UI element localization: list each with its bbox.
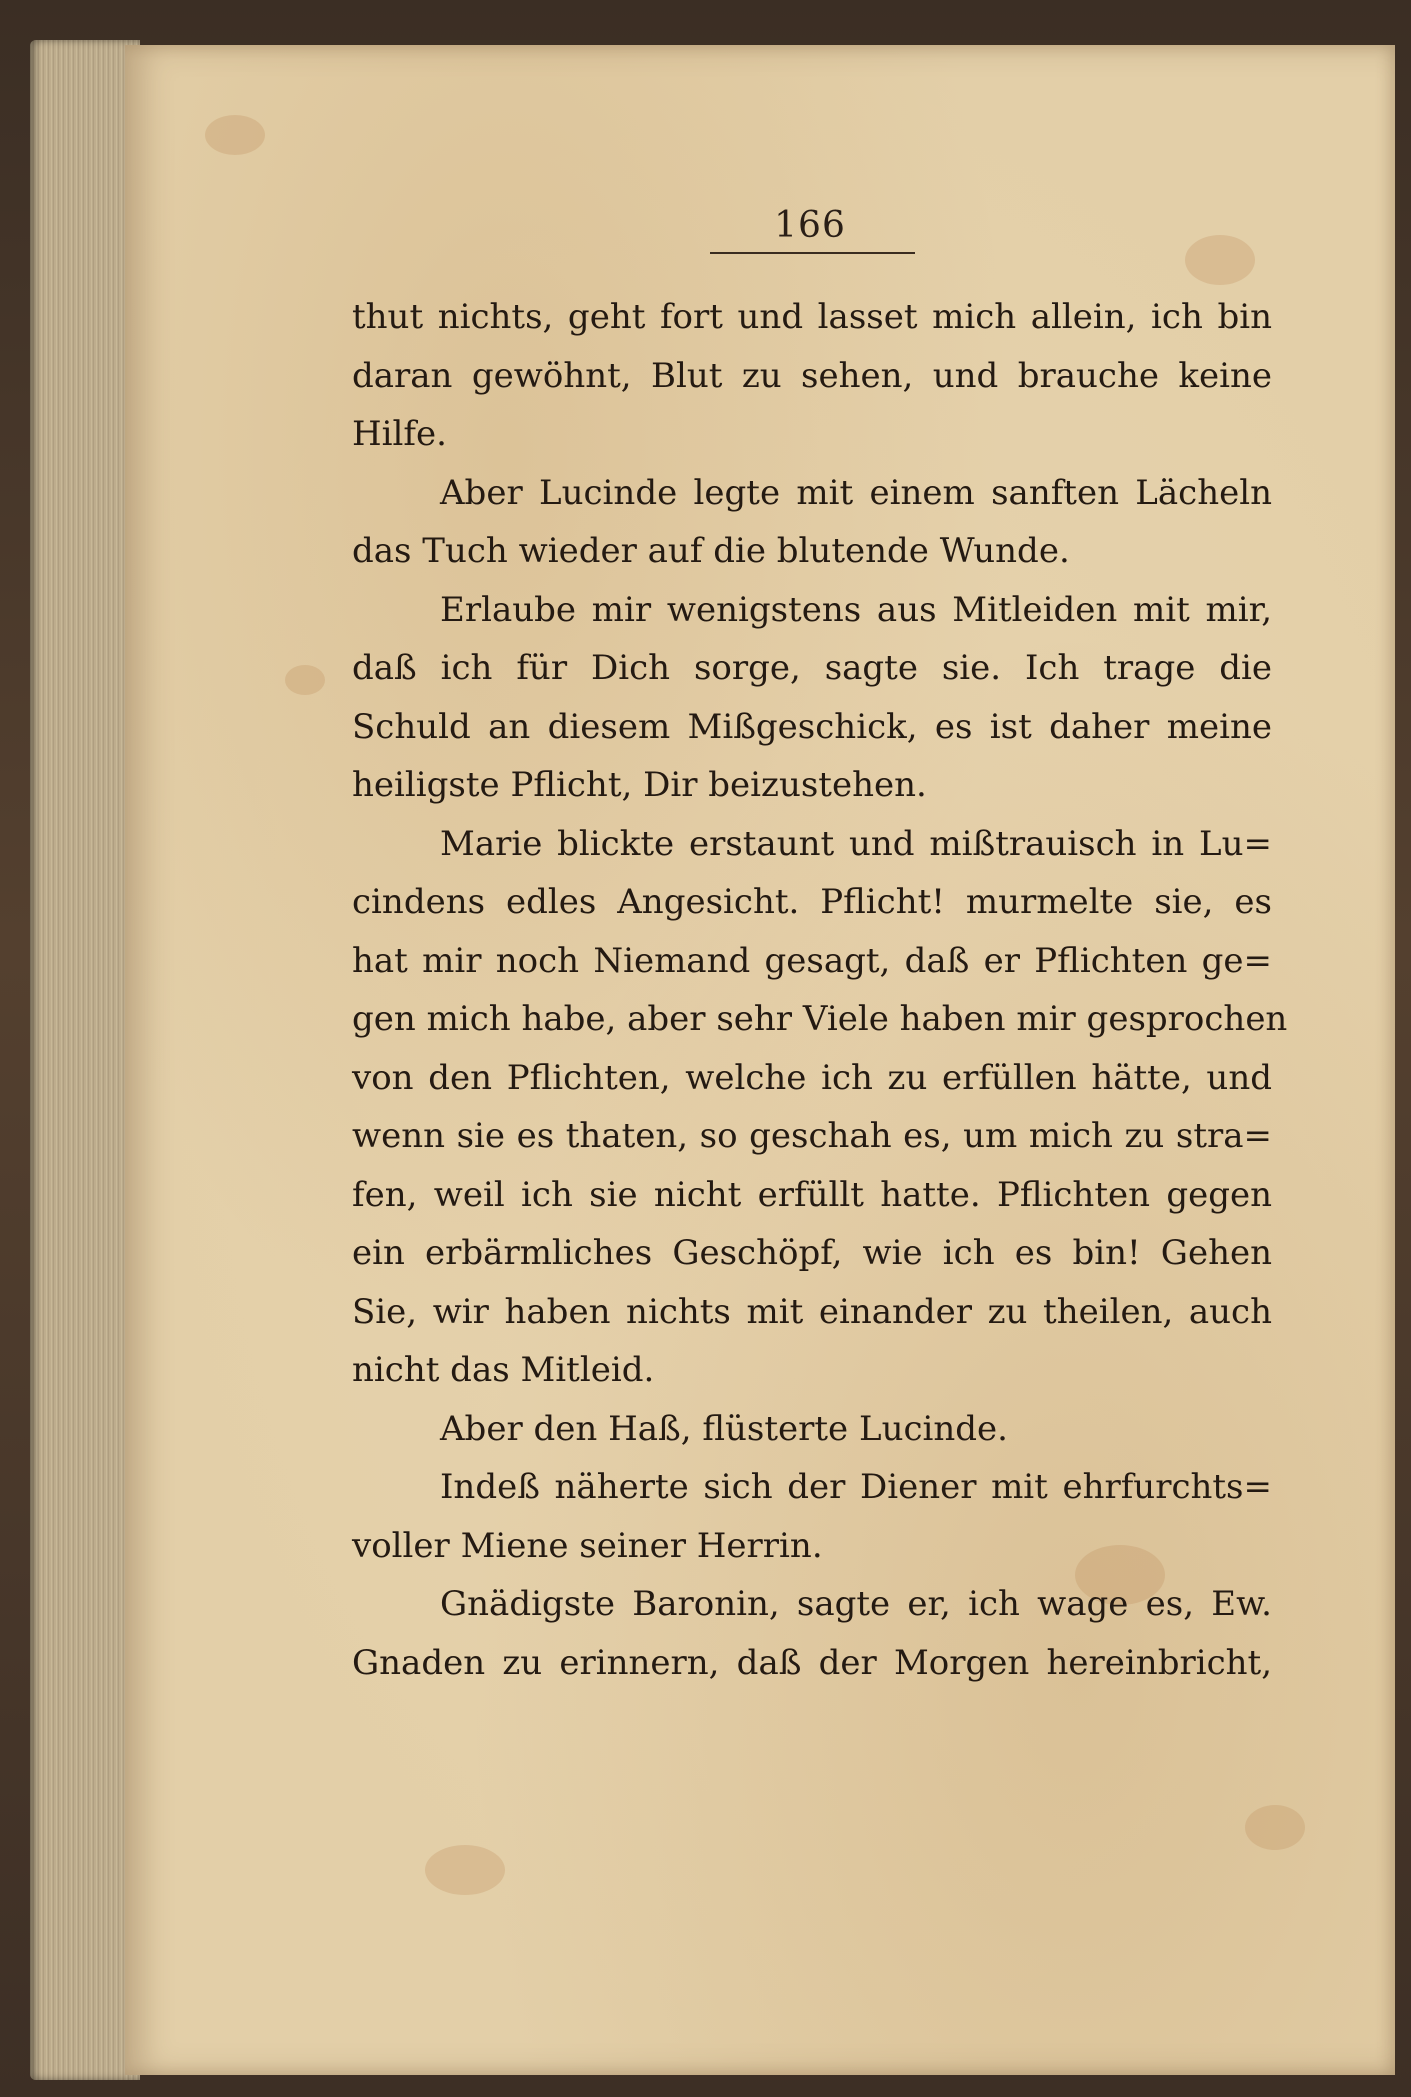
text-line: thut nichts, geht fort und lasset mich allein, ich bin — [352, 297, 1272, 337]
text-line: Erlaube mir wenigstens aus Mitleiden mit mir, — [440, 589, 1272, 630]
text-line: gen mich habe, aber sehr Viele haben mir gesprochen — [352, 999, 1288, 1039]
text-line: Marie blickte erstaunt und mißtrauisch in Lu= — [440, 823, 1272, 864]
page-edges — [30, 40, 140, 2080]
text-line: daran gewöhnt, Blut zu sehen, und brauche keine — [352, 355, 1272, 396]
text-line: cindens edles Angesicht. Pflicht! murmelte sie, es — [352, 882, 1272, 922]
text-line: wenn sie es thaten, so geschah es, um mich zu stra= — [352, 1116, 1272, 1156]
text-line: von den Pflichten, welche ich zu erfüllen hätte, und — [352, 1057, 1272, 1098]
text-line: Gnädigste Baronin, sagte er, ich wage es, Ew. — [440, 1584, 1272, 1624]
text-line: Indeß näherte sich der Diener mit ehrfurchts= — [440, 1467, 1272, 1507]
text-line: daß ich für Dich sorge, sagte sie. Ich trage die — [352, 648, 1272, 688]
body-text — [352, 288, 1288, 1692]
text-line: Aber den Haß, flüsterte Lucinde. — [440, 1408, 1008, 1449]
text-line: nicht das Mitleid. — [352, 1350, 655, 1390]
foxing-stain — [1245, 1805, 1305, 1850]
text-line: fen, weil ich sie nicht erfüllt hatte. Pflichten gegen — [352, 1174, 1272, 1215]
text-line: heiligste Pflicht, Dir beizustehen. — [352, 765, 927, 805]
text-line: hat mir noch Niemand gesagt, daß er Pflichten ge= — [352, 940, 1272, 981]
foxing-stain — [1185, 235, 1255, 285]
text-line: Gnaden zu erinnern, daß der Morgen hereinbricht, — [352, 1642, 1272, 1683]
text-line: Aber Lucinde legte mit einem sanften Lächeln — [440, 472, 1272, 513]
text-line: Schuld an diesem Mißgeschick, es ist daher meine — [352, 706, 1272, 747]
text-line: Hilfe. — [352, 414, 447, 454]
text-line: das Tuch wieder auf die blutende Wunde. — [352, 531, 1070, 571]
foxing-stain — [205, 115, 265, 155]
foxing-stain — [285, 665, 325, 695]
page-number-rule — [710, 252, 915, 254]
foxing-stain — [425, 1845, 505, 1895]
text-line: Sie, wir haben nichts mit einander zu theilen, auch — [352, 1291, 1272, 1332]
text-line: ein erbärmliches Geschöpf, wie ich es bin! Gehen — [352, 1233, 1272, 1273]
text-line: voller Miene seiner Herrin. — [352, 1525, 823, 1566]
page-number: 166 — [774, 205, 846, 246]
